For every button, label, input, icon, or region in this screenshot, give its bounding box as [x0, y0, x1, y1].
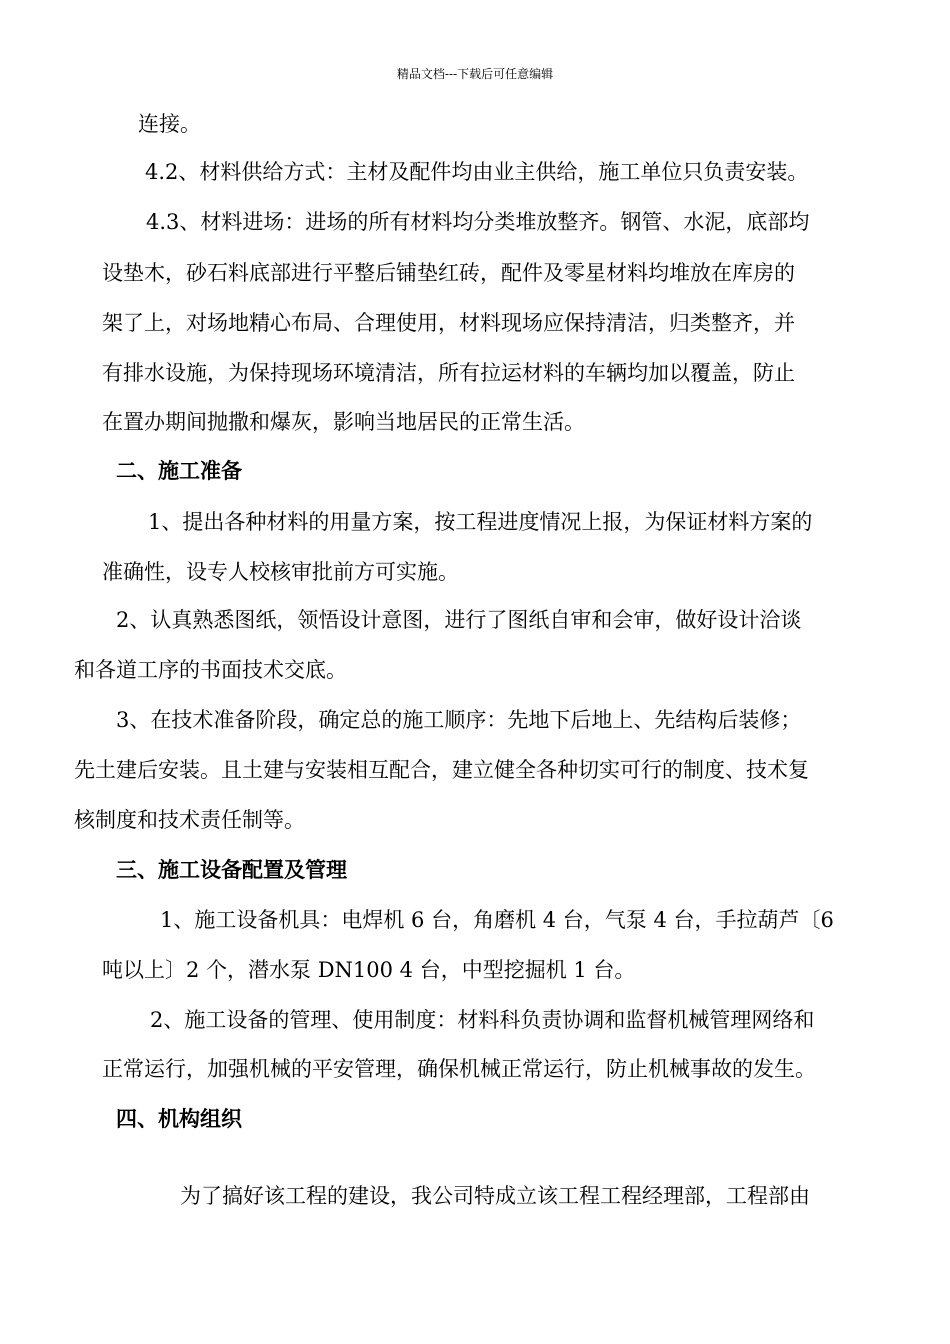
paragraph-line: 在置办期间抛撒和爆灰，影响当地居民的正常生活。 [102, 410, 585, 434]
paragraph-line: 吨以上〕2 个，潜水泵 DN100 4 台，中型挖掘机 1 台。 [102, 958, 636, 982]
paragraph-line: 正常运行，加强机械的平安管理，确保机械正常运行，防止机械事故的发生。 [102, 1057, 816, 1081]
paragraph-line: 连接。 [138, 112, 201, 136]
paragraph-line: 先土建后安装。且土建与安装相互配合，建立健全各种切实可行的制度、技术复 [74, 758, 809, 782]
paragraph-line: 准确性，设专人校核审批前方可实施。 [102, 560, 459, 584]
paragraph-line: 为了搞好该工程的建设，我公司特成立该工程工程经理部，工程部由 [180, 1184, 810, 1208]
section-heading: 三、施工设备配置及管理 [116, 857, 347, 882]
paragraph-line: 2、认真熟悉图纸，领悟设计意图，进行了图纸自审和会审，做好设计洽谈 [116, 608, 802, 632]
paragraph-line: 1、施工设备机具：电焊机 6 台，角磨机 4 台，气泵 4 台，手拉葫芦〔6 [160, 908, 834, 932]
paragraph-line: 2、施工设备的管理、使用制度：材料科负责协调和监督机械管理网络和 [150, 1008, 815, 1032]
paragraph-line: 核制度和技术责任制等。 [74, 808, 305, 832]
paragraph-line: 架了上，对场地精心布局、合理使用，材料现场应保持清洁，归类整齐，并 [102, 311, 795, 335]
paragraph-line: 设垫木，砂石料底部进行平整后铺垫红砖，配件及零星材料均堆放在库房的 [102, 261, 795, 285]
paragraph-line: 和各道工序的书面技术交底。 [74, 658, 347, 682]
section-heading: 二、施工准备 [116, 458, 242, 483]
paragraph-line: 1、提出各种材料的用量方案，按工程进度情况上报，为保证材料方案的 [148, 510, 813, 534]
paragraph-line: 4.3、材料进场：进场的所有材料均分类堆放整齐。钢管、水泥，底部均 [146, 210, 810, 234]
paragraph-line: 有排水设施，为保持现场环境清洁，所有拉运材料的车辆均加以覆盖，防止 [102, 361, 795, 385]
section-heading: 四、机构组织 [116, 1106, 242, 1131]
paragraph-line: 3、在技术准备阶段，确定总的施工顺序：先地下后地上、先结构后装修； [116, 708, 802, 732]
paragraph-line: 4.2、材料供给方式：主材及配件均由业主供给，施工单位只负责安装。 [145, 160, 809, 184]
page-header: 精品文档---下载后可任意编辑 [396, 67, 554, 81]
